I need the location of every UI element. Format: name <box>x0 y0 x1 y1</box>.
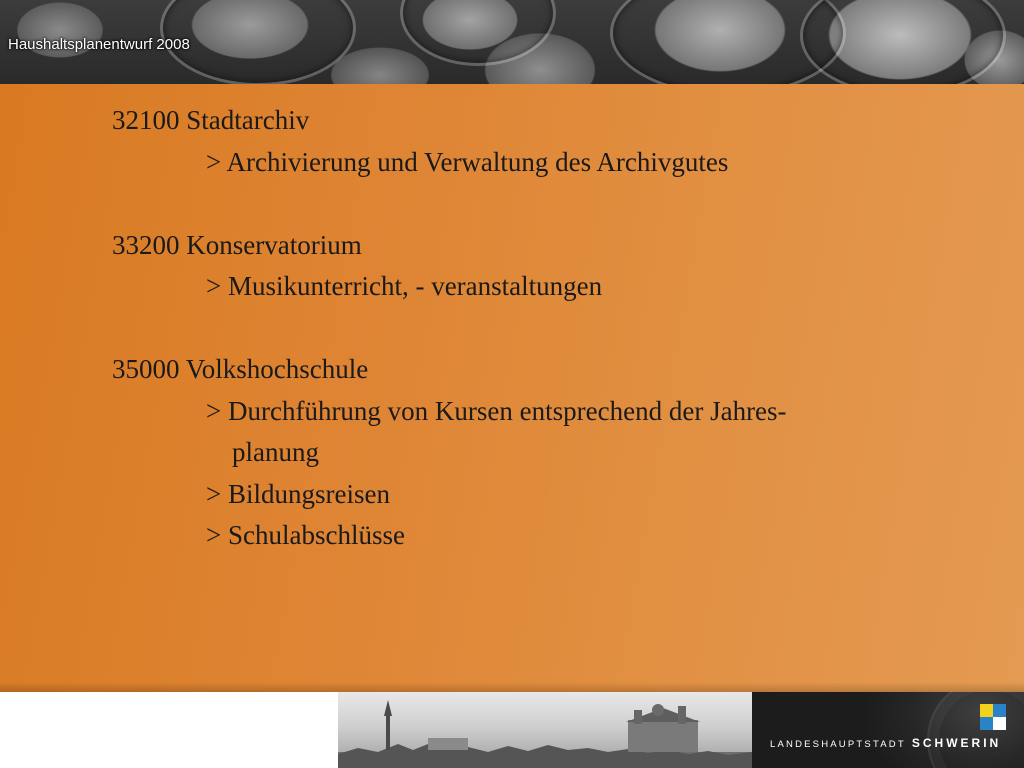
section-item-text: > Bildungsreisen <box>206 478 390 509</box>
skyline-silhouette-icon <box>338 692 752 768</box>
section-item-text: > Archivierung und Verwaltung des Archivgutes <box>206 146 729 177</box>
section-item-text: > Durchführung von Kursen entsprechend der Jahres- <box>206 395 787 426</box>
content-area <box>0 84 1024 692</box>
budget-section <box>112 349 992 557</box>
section-item-text: > Musikunterricht, - veranstaltungen <box>206 271 603 301</box>
section-item <box>112 474 992 516</box>
section-item <box>112 391 992 474</box>
presentation-title: Haushaltsplanentwurf 2008 <box>8 36 190 53</box>
budget-sections-list <box>112 100 992 557</box>
coin-shape <box>800 0 1006 96</box>
section-heading: 33200 Konservatorium <box>112 229 362 260</box>
city-logo-panel <box>752 692 1024 768</box>
city-logo-squares-icon <box>980 704 1010 734</box>
footer-blank-panel <box>0 692 338 768</box>
section-item <box>112 515 992 557</box>
header-coins-image <box>0 0 1024 84</box>
logo-city: SCHWERIN <box>911 736 1002 750</box>
section-item <box>112 266 992 308</box>
budget-section <box>112 225 992 308</box>
logo-prefix: LANDESHAUPTSTADT <box>770 739 906 750</box>
section-item-continuation: planung <box>232 437 319 467</box>
section-item <box>112 142 992 184</box>
city-skyline-image <box>338 692 752 768</box>
city-logo-wordmark <box>770 736 1001 750</box>
footer-band <box>0 692 1024 768</box>
coin-shape <box>400 0 556 66</box>
budget-section <box>112 100 992 183</box>
section-heading: 35000 Volkshochschule <box>112 354 369 384</box>
section-item-text: > Schulabschlüsse <box>206 520 405 550</box>
section-heading: 32100 Stadtarchiv <box>112 105 310 135</box>
